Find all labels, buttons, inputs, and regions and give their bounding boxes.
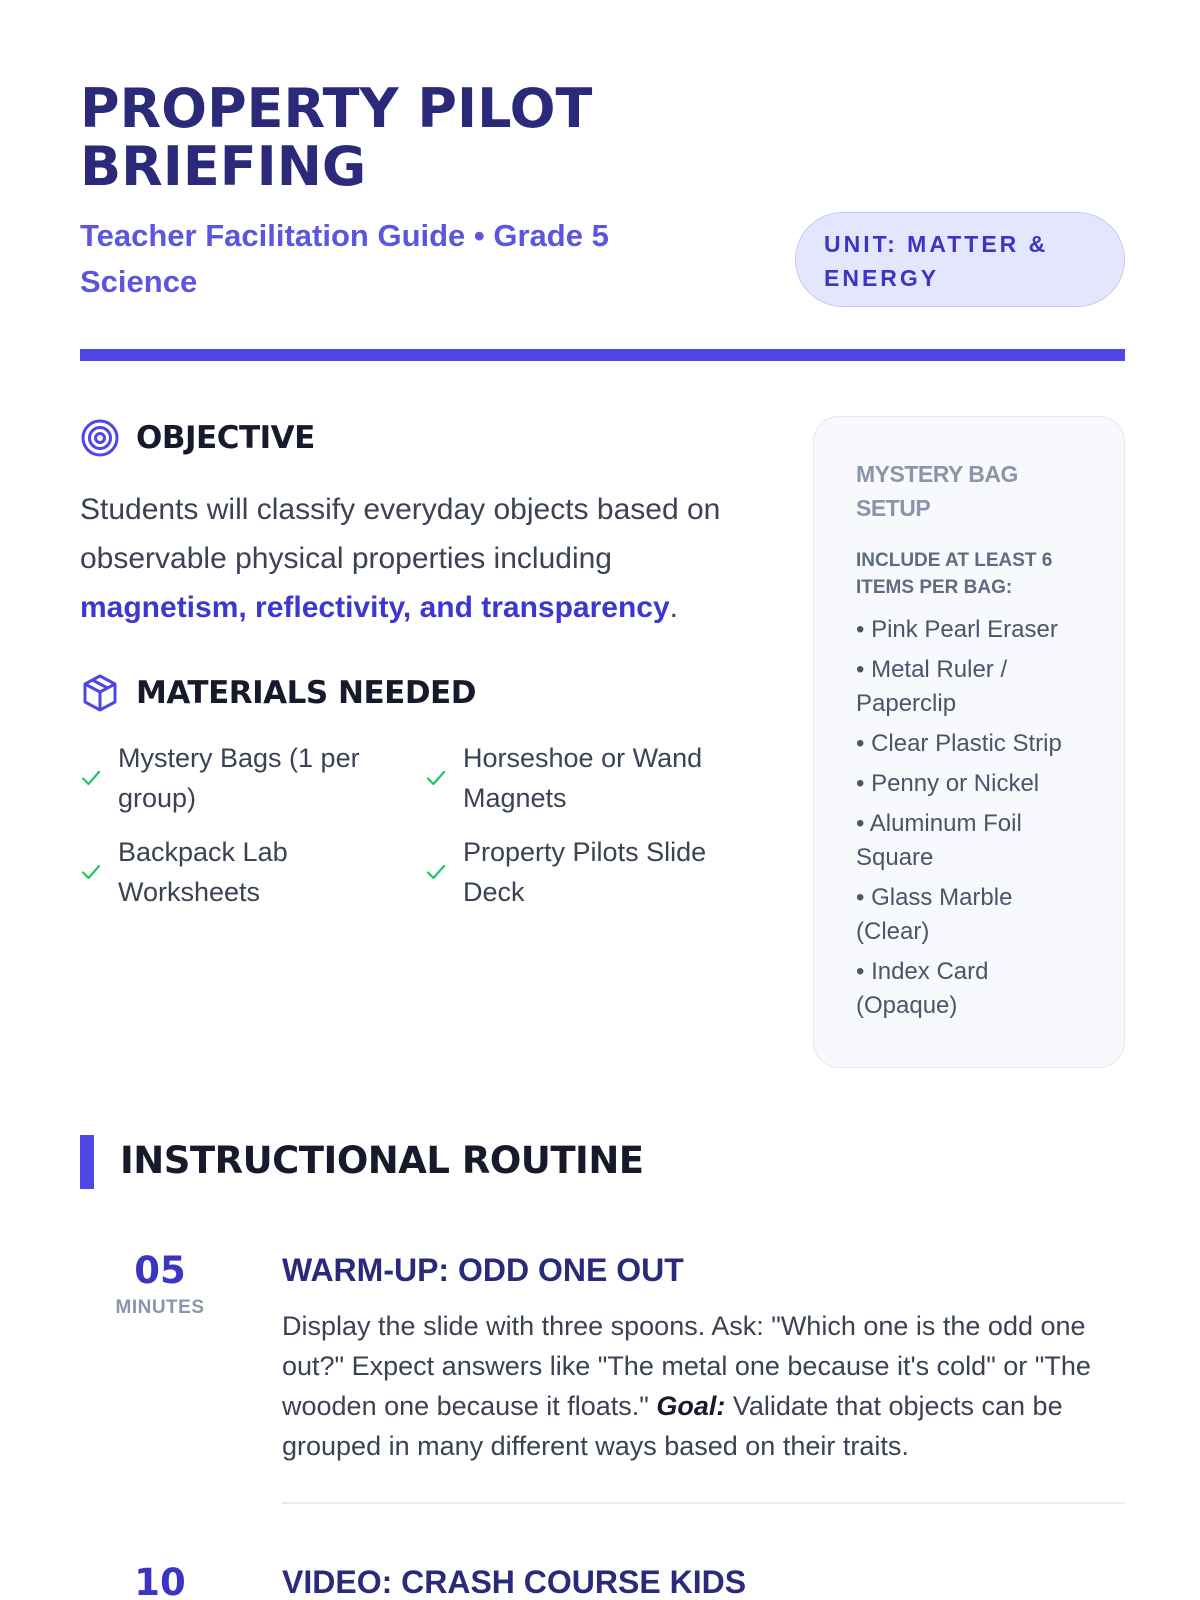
step-body (282, 1560, 1125, 1600)
materials-item-label: Backpack Lab Worksheets (118, 837, 288, 907)
step-divider (282, 1502, 1125, 1504)
materials-item-label: Horseshoe or Wand Magnets (463, 743, 703, 813)
materials-item-label: Property Pilots Slide Deck (463, 837, 707, 907)
target-icon (80, 418, 120, 458)
step-text-end: Validate that objects can be grouped in many different ways based on their traits. (282, 1391, 1063, 1461)
step-minutes-label: MINUTES (115, 1297, 205, 1318)
objective-text-start: Students will classify everyday objects based on observable physical properties including (80, 493, 721, 575)
step-description (282, 1306, 1125, 1466)
mystery-bag-title: MYSTERY BAG SETUP (856, 461, 1018, 521)
check-icon (80, 767, 102, 789)
materials-item (80, 738, 425, 818)
header-divider (80, 349, 1125, 361)
step-duration (110, 1560, 210, 1600)
step-title: WARM-UP: ODD ONE OUT (282, 1252, 684, 1288)
list-item: • Index Card (Opaque) (856, 958, 989, 1019)
step-goal-label: Goal: (656, 1391, 726, 1421)
check-icon (425, 861, 447, 883)
list-item: • Clear Plastic Strip (856, 730, 1062, 757)
materials-heading-label: MATERIALS NEEDED (136, 675, 476, 711)
list-item: • Metal Ruler / Paperclip (856, 656, 1008, 717)
materials-item (425, 738, 770, 818)
objective-text-end: . (669, 591, 679, 624)
list-item: • Penny or Nickel (856, 770, 1040, 797)
routine-heading: INSTRUCTIONAL ROUTINE (120, 1139, 644, 1182)
list-item: • Glass Marble (Clear) (856, 884, 1013, 945)
materials-heading (80, 673, 476, 713)
materials-list (80, 738, 770, 912)
check-icon (80, 861, 102, 883)
mystery-bag-card (813, 416, 1125, 1068)
list-item: • Aluminum Foil Square (856, 810, 1022, 871)
objective-heading-label: OBJECTIVE (136, 420, 315, 456)
mystery-bag-list (856, 613, 1088, 1023)
step-minutes: 10 (134, 1561, 186, 1600)
objective-heading (80, 418, 315, 458)
mystery-bag-subtitle: INCLUDE AT LEAST 6 ITEMS PER BAG: (856, 550, 1053, 598)
materials-item-label: Mystery Bags (1 per group) (118, 743, 360, 813)
objective-text (80, 485, 760, 632)
check-icon (425, 767, 447, 789)
step-duration (110, 1248, 210, 1322)
step-minutes: 05 (134, 1249, 186, 1292)
page-subtitle: Teacher Facilitation Guide • Grade 5 Science (80, 218, 609, 299)
step-text-start: Display the slide with three spoons. Ask: "Which one is the odd one out?" Expect answers like "The metal one because it's cold" or "The wooden one because it floats." (282, 1311, 1091, 1421)
materials-item (80, 832, 425, 912)
cube-icon (80, 673, 120, 713)
unit-badge: UNIT: MATTER & ENERGY (795, 212, 1125, 307)
page-title: PROPERTY PILOT BRIEFING (80, 77, 593, 198)
routine-accent-bar (80, 1135, 94, 1189)
list-item: • Pink Pearl Eraser (856, 616, 1058, 643)
step-body (282, 1248, 1125, 1466)
materials-item (425, 832, 770, 912)
step-title: VIDEO: CRASH COURSE KIDS (282, 1564, 747, 1600)
objective-highlight: magnetism, reflectivity, and transparency (80, 591, 670, 624)
